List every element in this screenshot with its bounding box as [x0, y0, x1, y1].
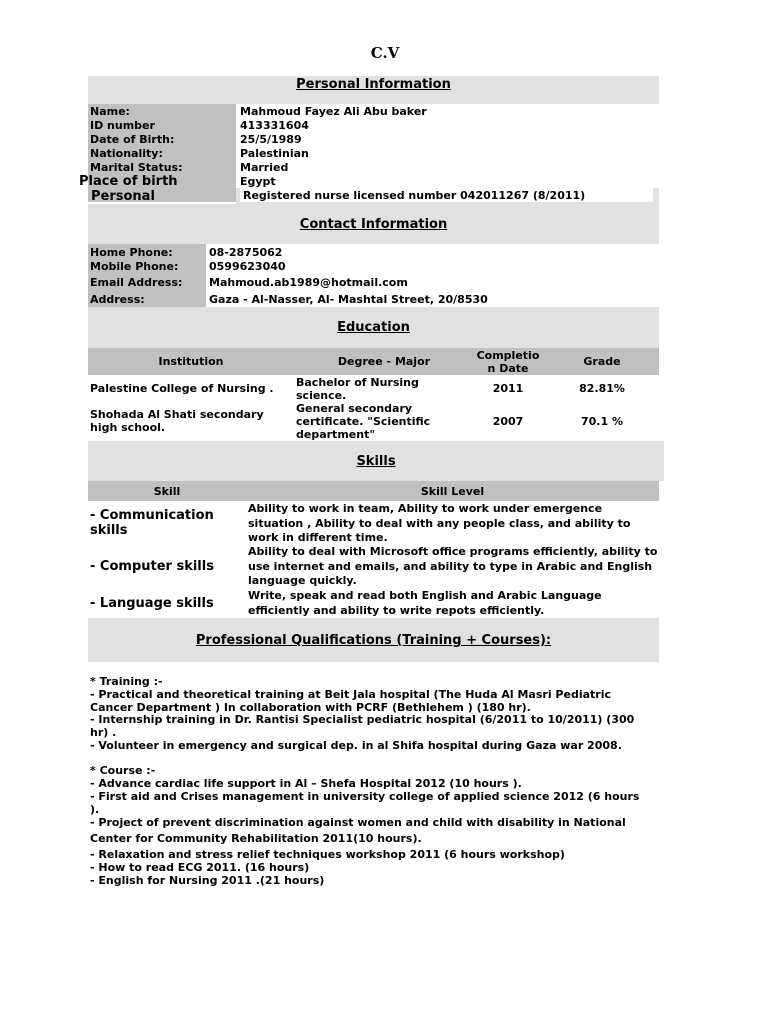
qualifications-section-header: Professional Qualifications (Training + Courses): — [195, 633, 552, 648]
license-value: Registered nurse licensed number 042011267 (8/2011) — [243, 189, 586, 202]
personal-section-header: Personal Information — [296, 77, 451, 92]
email-value: Mahmoud.ab1989@hotmail.com — [209, 276, 408, 289]
course-heading: * Course :- — [90, 764, 156, 777]
training-heading: * Training :- — [90, 675, 163, 688]
edu-row2-institution: Shohada Al Shati secondary high school. — [90, 408, 264, 434]
address-value: Gaza - Al-Nasser, Al- Mashtal Street, 20/8530 — [209, 293, 488, 306]
col-institution: Institution — [158, 355, 224, 368]
personal-label: Personal — [91, 189, 155, 204]
nationality-value: Palestinian — [240, 147, 309, 160]
skill-computer: - Computer skills — [90, 559, 214, 574]
skill-computer-level: Ability to deal with Microsoft office programs efficiently, ability to use internet and emails, and ability to type in Arabic and English language quickly. — [248, 545, 658, 587]
mobile-phone-value: 0599623040 — [209, 260, 286, 273]
education-section-header: Education — [337, 320, 410, 335]
edu-row1-date: 2011 — [492, 382, 524, 395]
dob-label: Date of Birth: — [90, 133, 175, 146]
edu-row1-institution: Palestine College of Nursing . — [90, 382, 274, 395]
name-value: Mahmoud Fayez Ali Abu baker — [240, 105, 427, 118]
course-item-1: - Advance cardiac life support in Al – Shefa Hospital 2012 (10 hours ). — [90, 777, 522, 790]
course-item-4: - Relaxation and stress relief techniques workshop 2011 (6 hours workshop) — [90, 848, 565, 861]
col-skill: Skill — [153, 485, 181, 498]
col-degree: Degree - Major — [337, 355, 431, 368]
birthplace-value: Egypt — [240, 175, 276, 188]
mobile-phone-label: Mobile Phone: — [90, 260, 179, 273]
skill-communication-level: Ability to work in team, Ability to work under emergence situation , Ability to deal with any people class, and ability to work in different time. — [248, 502, 631, 544]
training-item-1: - Practical and theoretical training at Beit Jala hospital (The Huda Al Masri Pediatric Cancer Department ) In collaboration with PCRF (Bethlehem ) (180 hr). — [90, 688, 611, 714]
cv-title: C.V — [370, 44, 400, 62]
email-label: Email Address: — [90, 276, 183, 289]
marital-value: Married — [240, 161, 289, 174]
edu-row2-grade: 70.1 % — [581, 415, 623, 428]
dob-value: 25/5/1989 — [240, 133, 302, 146]
skills-section-header: Skills — [356, 454, 396, 469]
nationality-label: Nationality: — [90, 147, 163, 160]
course-item-5: - How to read ECG 2011. (16 hours) — [90, 861, 310, 874]
edu-row1-grade: 82.81% — [579, 382, 625, 395]
course-item-6: - English for Nursing 2011 .(21 hours) — [90, 874, 325, 887]
id-label: ID number — [90, 119, 155, 132]
edu-row2-date: 2007 — [492, 415, 524, 428]
home-phone-value: 08-2875062 — [209, 246, 283, 259]
training-item-3: - Volunteer in emergency and surgical dep. in al Shifa hospital during Gaza war 2008. — [90, 739, 622, 752]
address-label: Address: — [90, 293, 145, 306]
name-label: Name: — [90, 105, 130, 118]
col-completion-date: Completio n Date — [476, 349, 540, 375]
skill-language-level: Write, speak and read both English and Arabic Language efficiently and ability to write repots efficiently. — [248, 589, 602, 617]
training-item-2: - Internship training in Dr. Rantisi Specialist pediatric hospital (6/2011 to 10/2011) (300 hr) . — [90, 713, 635, 739]
course-item-3: - Project of prevent discrimination against women and child with disability in National Center for Community Rehabilitation 2011(10 hours). — [90, 816, 626, 845]
edu-row1-degree: Bachelor of Nursing science. — [296, 376, 419, 402]
col-skill-level: Skill Level — [420, 485, 485, 498]
course-item-2: - First aid and Crises management in university college of applied science 2012 (6 hours ). — [90, 790, 640, 816]
marital-label: Marital Status: — [90, 161, 183, 174]
birthplace-label: Place of birth — [79, 174, 178, 189]
skill-language: - Language skills — [90, 596, 214, 611]
contact-section-header: Contact Information — [299, 217, 448, 232]
col-grade: Grade — [583, 355, 621, 368]
home-phone-label: Home Phone: — [90, 246, 173, 259]
skill-communication: - Communication skills — [90, 508, 214, 538]
edu-row2-degree: General secondary certificate. "Scientific department" — [296, 402, 431, 441]
id-value: 413331604 — [240, 119, 309, 132]
